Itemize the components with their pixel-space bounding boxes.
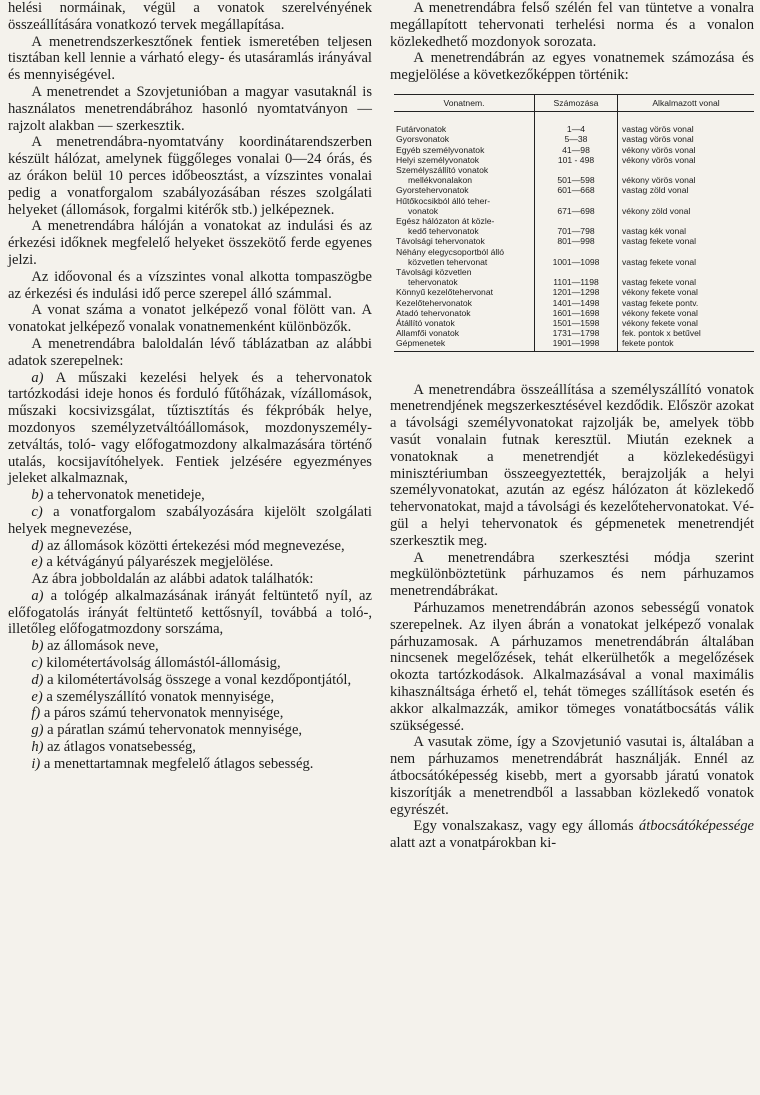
table-row (394, 236, 754, 246)
paragraph (8, 84, 372, 134)
list-item (8, 487, 372, 504)
paragraph-text: Párhuzamos menetrendábrán azonos sebességű vonatok szerepelnek. Az ilyen ábrán a vonatokat jelképező vonalak párhuzamosak. A párhuzamos menetrendábrán általában nincsenek megelőzések, tehát elkerülhetők a megelőzések okozta tartózkodások. Alkalmazásával a vonal maximális kihasználtsága érhető el, tehát tömeges szállítások esetén és akkor alkalmazzák, amikor tömeges vonatátbocsátás válik szükségessé. (390, 600, 754, 734)
paragraph (8, 34, 372, 84)
train-type-name: Személyszállító vonatok (396, 165, 489, 175)
paragraph-text: Az ábra jobboldalán az alábbi adatok találhatók: (31, 571, 314, 588)
list-item-text: A műszaki kezelési helyek és a tehervonatok tartózkodási ideje honos és forduló fűtőházak, vízállomások, műszaki kocsivizsgálat, tűztisztítás és fékpróbák helye, mozdonyos személyzetváltóállomások, mozdonyszemélyzetváltás, toló- vagy előfogatmozdony alkalmazására történő utalás, kocsijavítóhelyek. Fentiek jelzésére egyezményes jeleket alkalmaznak, (8, 369, 372, 487)
train-type-name: Könnyű kezelőtehervonat (396, 287, 493, 298)
list-marker: d) (31, 671, 44, 688)
train-numbering-table (394, 94, 754, 352)
list-item (8, 722, 372, 739)
numbering-cell: 1001—1098 (535, 247, 618, 267)
paragraph (390, 50, 754, 84)
line-type-cell: vékony zöld vonal (618, 196, 755, 216)
right-bottom-text (390, 382, 754, 852)
train-type-name-line2: kedő tehervonatok (408, 226, 479, 237)
list-item-text: a páros számú tehervonatok mennyisége, (40, 705, 284, 722)
train-type-cell (394, 247, 535, 267)
numbering-cell: 801—998 (535, 236, 618, 246)
line-type-cell: vékony fekete vonal (618, 287, 755, 297)
train-type-name: Hűtőkocsikból álló teher- (396, 195, 491, 206)
table-header-row (394, 94, 754, 111)
list-item (8, 588, 372, 638)
list-marker: d) (31, 537, 44, 554)
table-row (394, 145, 754, 155)
right-top-text (390, 0, 754, 84)
paragraph (390, 550, 754, 600)
paragraph-text: A menetrendet a Szovjetunióban a magyar vasutaknál is használatos menetrendábrához hasonló nyomtatványon — rajzolt alakban — szerkesztik. (8, 83, 372, 134)
train-type-cell (394, 185, 535, 195)
list-item-text: a kétvágányú pályarészek megjelölése. (42, 554, 274, 571)
paragraph (8, 0, 372, 34)
list-marker: h) (31, 739, 44, 756)
paragraph (390, 382, 754, 550)
table-row (394, 338, 754, 351)
train-type-name: Helyi személyvonatok (396, 154, 480, 165)
list-marker: b) (31, 487, 44, 504)
list-item (8, 638, 372, 655)
table-row (394, 196, 754, 216)
train-type-cell (394, 298, 535, 308)
train-type-name-cont (396, 257, 532, 267)
train-type-name: Néhány elegycsoportból álló (396, 246, 504, 257)
paragraph-text: Egy vonalszakasz, vagy egy állomás (413, 818, 639, 835)
paragraph-text: A menetrendábra-nyomtatvány koordinátarendszerben készült hálózat, amelynek függőleges vonalai 0—24 órás, és az órákon belül 10 perces időbeosztást, a vízszintes vonalai pedig a vonatforgalom szabályozásában részes szolgálati helyeket (állomások, forgalmi kitérők stb.) jelképeznek. (8, 134, 372, 218)
list-item (8, 538, 372, 555)
train-type-cell (394, 338, 535, 351)
numbering-cell: 1901—1998 (535, 338, 618, 351)
train-type-name: Futárvonatok (396, 124, 447, 135)
train-type-name: Gépmenetek (396, 338, 446, 349)
list-marker: a) (31, 587, 44, 604)
paragraph-text: helési normáinak, végül a vonatok szerelvényének összeállítására vonatkozó tervek megállapítása. (8, 0, 372, 33)
list-item-text: az állomások neve, (43, 638, 159, 655)
train-type-cell (394, 216, 535, 236)
paragraph (8, 571, 372, 588)
right-column (390, 0, 754, 852)
list-item-text: a tehervonatok menetideje, (43, 487, 205, 504)
train-type-name-cont (396, 226, 532, 236)
train-type-name-line2: közvetlen tehervonat (408, 256, 488, 267)
paragraph-text: A menetrendábra hálóján a vonatokat az indulási és az érkezési időknek megfelelő helyeket összekötő ferde egyenes jelzi. (8, 218, 372, 268)
train-type-cell (394, 318, 535, 328)
list-marker: e) (31, 554, 43, 571)
list-item (8, 655, 372, 672)
train-type-cell (394, 236, 535, 246)
train-type-cell (394, 134, 535, 144)
list-marker: a) (31, 369, 44, 386)
train-type-name: Allamfői vonatok (396, 328, 460, 339)
paragraph-text: A menetrendábra felső szélén fel van tüntetve a vonalra megállapított tehervonati terhelési norma és a vonalon közlekedhető mozdonyok sorozata. (390, 0, 754, 50)
list-item (8, 672, 372, 689)
paragraph-text: A menetrendszerkesztőnek fentiek ismeretében teljesen tisztában kell lennie a várható elegy- és utasáramlás irányával és mennyiségével. (8, 33, 372, 84)
table-row (394, 134, 754, 144)
line-type-cell: vastag zöld vonal (618, 185, 755, 195)
numbering-cell: 601—668 (535, 185, 618, 195)
line-type-cell: vékony fekete vonal (618, 318, 755, 328)
train-type-name: Atadó tehervonatok (396, 307, 471, 318)
paragraph (8, 269, 372, 303)
paragraph (8, 336, 372, 370)
paragraph (390, 600, 754, 734)
list-item-text: a tológép alkalmazásának irányát feltüntető nyíl, az előfogatolás irányát feltüntető kettősnyíl, továbbá a toló-, illetőleg előfogatmozdony sorszáma, (8, 587, 372, 638)
header-train-type: Vonatnem. (394, 94, 535, 111)
paragraph-text: A menetrendábra összeállítása a személyszállító vonatok menetrendjének megszerkesztésével kezdődik. Először azokat a távolsági személyvonatokat rajzolják be, amelyek több vasút vonalain futnak keresztül. Miután ezeknek a vonatoknak a menetrendjét a közlekedésügyi minisztériumban összeegyeztették, berajzolják a helyi személyvonatokat, azután az egész hálózaton át közlekedő tehervonatokat, majd a távolsági és kezelőtehervonatokat. Végül a helyi tehervonatok és gépmenetek menetrendjét szerkesztik meg. (390, 381, 754, 549)
table-row (394, 165, 754, 185)
list-item-text: a kilométertávolság összege a vonal kezdőpontjától, (43, 671, 352, 688)
train-type-cell (394, 112, 535, 135)
train-type-name-line2: tehervonatok (408, 277, 458, 288)
paragraph-text: A vonat száma a vonatot jelképező vonal fölött van. A vonatokat jelképező vonalak vonatnemenként különbözők. (8, 302, 372, 336)
list-item-text: kilométertávolság állomástól-állomásig, (42, 655, 281, 672)
table-row (394, 318, 754, 328)
table-row (394, 216, 754, 236)
list-marker: b) (31, 638, 44, 655)
table-row (394, 298, 754, 308)
line-type-cell: vékony vörös vonal (618, 145, 755, 155)
list-item-text: a menettartamnak megfelelő átlagos sebesség. (40, 755, 314, 772)
train-type-name: Gyorsvonatok (396, 134, 450, 145)
train-type-cell (394, 196, 535, 216)
list-item (8, 504, 372, 538)
paragraph (390, 818, 754, 852)
line-type-cell: vastag fekete pontv. (618, 298, 755, 308)
list-item (8, 756, 372, 773)
list-item (8, 554, 372, 571)
train-type-cell (394, 308, 535, 318)
numbering-cell: 1201—1298 (535, 287, 618, 297)
line-type-cell: vastag fekete vonal (618, 267, 755, 287)
line-type-cell: vastag fekete vonal (618, 247, 755, 267)
numbering-cell: 1501—1598 (535, 318, 618, 328)
train-type-name: Egyéb személyvonatok (396, 144, 485, 155)
train-type-name: Kezelőtehervonatok (396, 297, 472, 308)
train-type-name-cont (396, 206, 532, 216)
paragraph-text: Az időovonal és a vízszintes vonal alkotta tompaszögbe az érkezési és indulási idő perce szerepel álló számmal. (8, 268, 372, 302)
list-item-text: a páratlan számú tehervonatok mennyisége, (43, 722, 303, 739)
table-row (394, 287, 754, 297)
list-marker: c) (31, 503, 43, 520)
line-type-cell: fekete pontok (618, 338, 755, 351)
paragraph (8, 302, 372, 336)
table-row (394, 308, 754, 318)
numbering-cell: 1401—1498 (535, 298, 618, 308)
list-marker: f) (31, 705, 41, 722)
train-type-name-line2: mellékvonalakon (408, 175, 473, 186)
numbering-cell: 101 - 498 (535, 155, 618, 165)
numbering-cell: 701—798 (535, 216, 618, 236)
train-type-name-line2: vonatok (408, 205, 439, 216)
paragraph-text: A vasutak zöme, így a Szovjetunió vasutai is, általában a nem párhuzamos menetrendábrát használják. Ennél az átbocsátóképesség kisebb, mert a gyorsabb járatú vonatok kiszorítják a menetrendből a lassabban közlekedő vonatok egyrészét. (390, 734, 754, 818)
paragraph-text: A menetrendábra baloldalán lévő táblázatban az alábbi adatok szerepelnek: (8, 335, 372, 369)
train-type-cell (394, 145, 535, 155)
list-item-text: az átlagos vonatsebesség, (43, 739, 196, 756)
line-type-cell: vastag vörös vonal (618, 134, 755, 144)
list-item (8, 689, 372, 706)
paragraph (390, 0, 754, 50)
list-marker: e) (31, 688, 43, 705)
line-type-cell: vékony vörös vonal (618, 165, 755, 185)
list-item-text: az állomások közötti értekezési mód megnevezése, (43, 537, 345, 554)
list-item (8, 370, 372, 488)
paragraph (8, 134, 372, 218)
line-type-cell: fek. pontok x betűvel (618, 328, 755, 338)
list-item-text: a személyszállító vonatok mennyisége, (42, 688, 275, 705)
numbering-cell: 1601—1698 (535, 308, 618, 318)
train-type-name-cont (396, 175, 532, 185)
train-type-cell (394, 155, 535, 165)
paragraph (390, 734, 754, 818)
list-item (8, 705, 372, 722)
table-row (394, 185, 754, 195)
list-item (8, 739, 372, 756)
train-type-name: Egész hálózaton át közle- (396, 216, 495, 227)
train-type-name-cont (396, 277, 532, 287)
train-type-name: Távolsági tehervonatok (396, 236, 485, 247)
list-item-text: a vonatforgalom szabályozására kijelölt szolgálati helyek megnevezése, (8, 503, 372, 537)
list-marker: i) (31, 755, 41, 772)
numbering-cell: 5—38 (535, 134, 618, 144)
line-type-cell: vastag kék vonal (618, 216, 755, 236)
train-type-name: Gyorstehervonatok (396, 185, 469, 196)
train-type-cell (394, 287, 535, 297)
line-type-cell: vékony fekete vonal (618, 308, 755, 318)
numbering-cell: 501—598 (535, 165, 618, 185)
paragraph (8, 218, 372, 268)
table-row (394, 112, 754, 135)
emphasized-term: átbocsátóképessége (638, 818, 754, 835)
paragraph-text: A menetrendábrán az egyes vonatnemek számozása és megjelölése a következőképpen történik: (390, 50, 754, 84)
table-row (394, 155, 754, 165)
table-row (394, 247, 754, 267)
header-numbering: Számozása (535, 94, 618, 111)
numbering-cell: 1101—1198 (535, 267, 618, 287)
paragraph-text: alatt azt a vonatpárokban ki- (390, 835, 557, 852)
numbering-cell: 41—98 (535, 145, 618, 155)
line-type-cell: vékony vörös vonal (618, 155, 755, 165)
table-row (394, 267, 754, 287)
paragraph-text: A menetrendábra szerkesztési módja szerint megkülönböztetünk párhuzamos és nem párhuzamos menetrendábrákat. (390, 549, 754, 600)
numbering-cell: 1731—1798 (535, 328, 618, 338)
left-column (8, 0, 372, 773)
list-marker: g) (31, 722, 44, 739)
train-type-cell (394, 267, 535, 287)
train-type-cell (394, 165, 535, 185)
numbering-cell: 1—4 (535, 112, 618, 135)
line-type-cell: vastag vörös vonal (618, 112, 755, 135)
train-type-cell (394, 328, 535, 338)
line-type-cell: vastag fekete vonal (618, 236, 755, 246)
list-marker: c) (31, 655, 43, 672)
train-type-name: Távolsági közvetlen (396, 267, 472, 278)
table-row (394, 328, 754, 338)
header-line-type: Alkalmazott vonal (618, 94, 755, 111)
train-type-name: Átállító vonatok (396, 318, 455, 329)
numbering-cell: 671—698 (535, 196, 618, 216)
